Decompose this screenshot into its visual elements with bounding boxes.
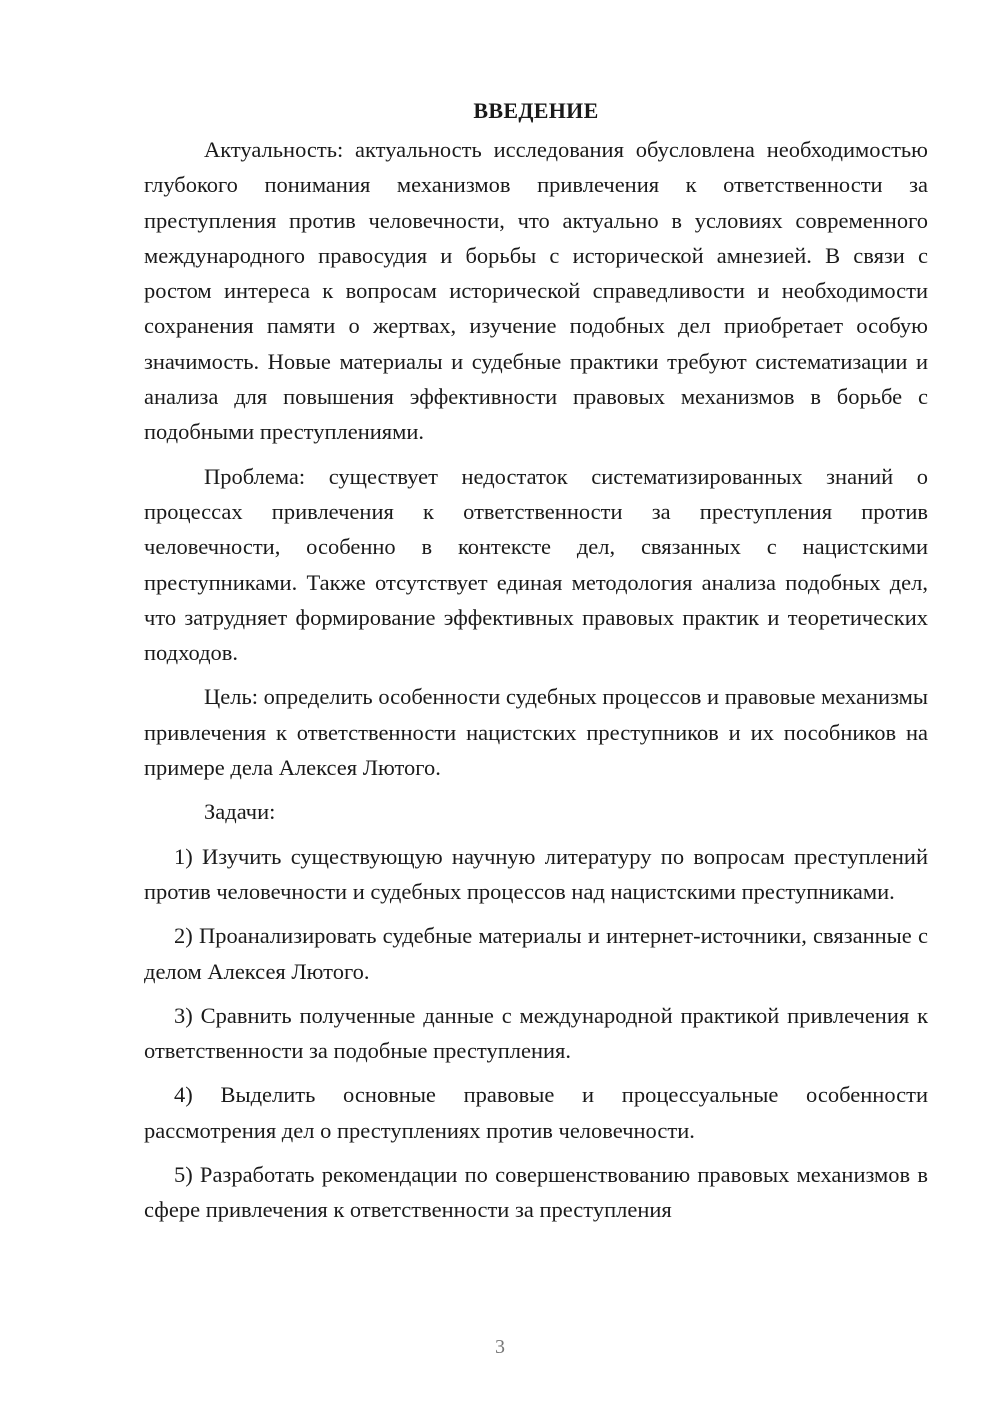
paragraph-relevance: Актуальность: актуальность исследования обусловлена необходимостью глубокого понимания механизмов привлечения к ответственности за преступления против человечности, что актуально в условиях современного международного правосудия и борьбы с исторической амнезией. В связи с ростом интереса к вопросам исторической справедливости и необходимости сохранения памяти о жертвах, изучение подобных дел приобретает особую значимость. Новые материалы и судебные практики требуют систематизации и анализа для повышения эффективности правовых механизмов в борьбе с подобными преступлениями.: [144, 137, 928, 445]
task-item-4: 4) Выделить основные правовые и процессуальные особенности рассмотрения дел о преступлениях против человечности.: [144, 1082, 928, 1143]
section-title: ВВЕДЕНИЕ: [473, 98, 599, 123]
tasks-heading: Задачи:: [204, 799, 276, 825]
task-item-5: 5) Разработать рекомендации по совершенствованию правовых механизмов в сфере привлечения к ответственности за преступления: [144, 1162, 928, 1223]
document-body: [144, 94, 928, 1228]
paragraph-goal: Цель: определить особенности судебных процессов и правовые механизмы привлечения к ответственности нацистских преступников и их пособников на примере дела Алексея Лютого.: [144, 684, 928, 781]
paragraph-problem: Проблема: существует недостаток систематизированных знаний о процессах привлечения к ответственности за преступления против человечности, особенно в контексте дел, связанных с нацистскими преступниками. Также отсутствует единая методология анализа подобных дел, что затрудняет формирование эффективных правовых практик и теоретических подходов.: [144, 463, 928, 666]
task-item-1: 1) Изучить существующую научную литературу по вопросам преступлений против человечности и судебных процессов над нацистскими преступниками.: [144, 843, 928, 904]
task-item-2: 2) Проанализировать судебные материалы и интернет-источники, связанные с делом Алексея Лютого.: [144, 923, 928, 984]
task-item-3: 3) Сравнить полученные данные с международной практикой привлечения к ответственности за подобные преступления.: [144, 1002, 928, 1064]
page-number: 3: [495, 1336, 505, 1358]
